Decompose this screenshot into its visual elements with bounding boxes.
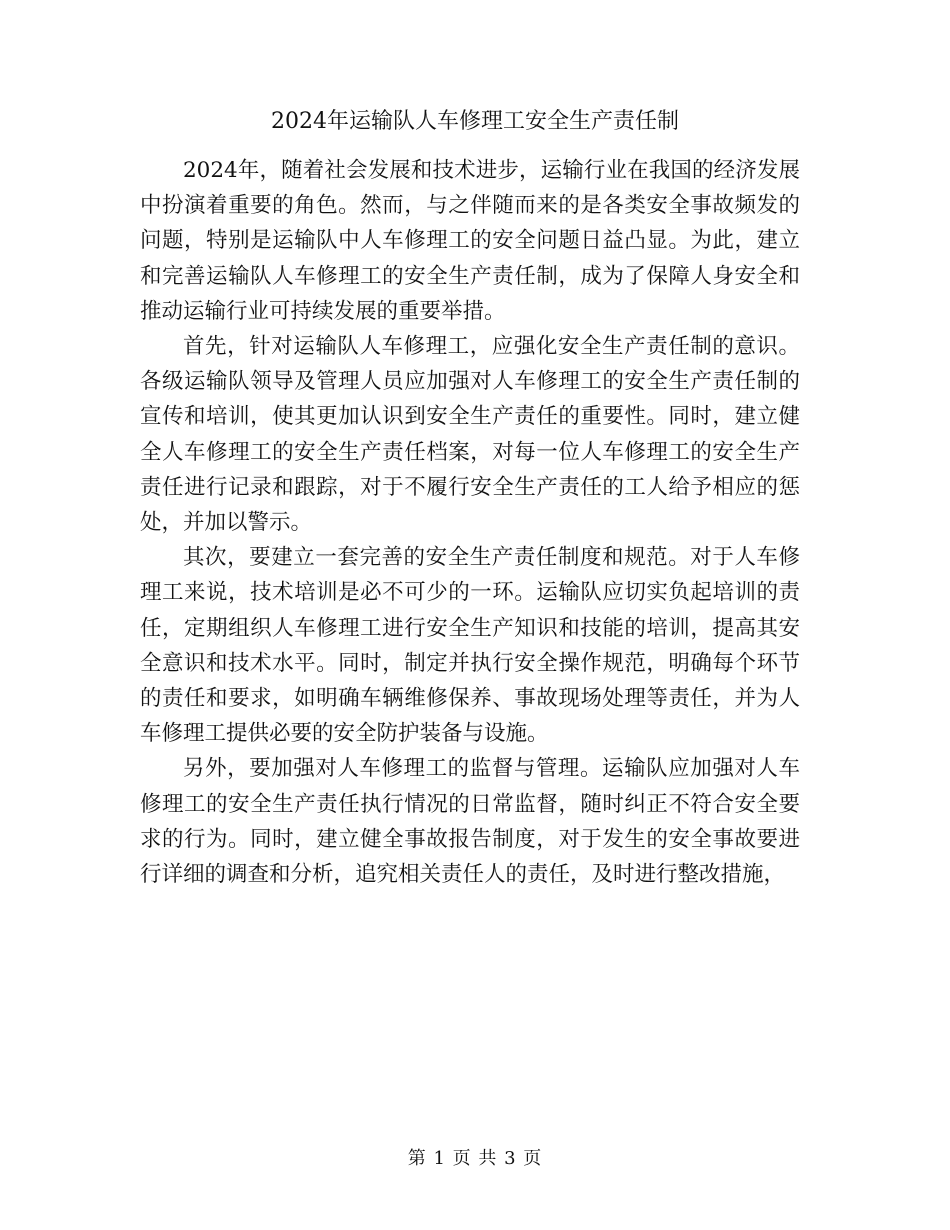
paragraph-4: 另外，要加强对人车修理工的监督与管理。运输队应加强对人车修理工的安全生产责任执行情况的日常监督，随时纠正不符合安全要求的行为。同时，建立健全事故报告制度，对于发生的安全事故要进行详细的调查和分析，追究相关责任人的责任，及时进行整改措施，: [140, 756, 800, 888]
paragraph-2: 首先，针对运输队人车修理工，应强化安全生产责任制的意识。各级运输队领导及管理人员应加强对人车修理工的安全生产责任制的宣传和培训，使其更加认识到安全生产责任的重要性。同时，建立健全人车修理工的安全生产责任档案，对每一位人车修理工的安全生产责任进行记录和跟踪，对于不履行安全生产责任的工人给予相应的惩处，并加以警示。: [140, 334, 800, 536]
document-title: 2024年运输队人车修理工安全生产责任制: [271, 109, 679, 134]
paragraph-3: 其次，要建立一套完善的安全生产责任制度和规范。对于人车修理工来说，技术培训是必不可少的一环。运输队应切实负起培训的责任，定期组织人车修理工进行安全生产知识和技能的培训，提高其安全意识和技术水平。同时，制定并执行安全操作规范，明确每个环节的责任和要求，如明确车辆维修保养、事故现场处理等责任，并为人车修理工提供必要的安全防护装备与设施。: [140, 545, 800, 747]
paragraph-1: 2024年，随着社会发展和技术进步，运输行业在我国的经济发展中扮演着重要的角色。然而，与之伴随而来的是各类安全事故频发的问题，特别是运输队中人车修理工的安全问题日益凸显。为此，建立和完善运输队人车修理工的安全生产责任制，成为了保障人身安全和推动运输行业可持续发展的重要举措。: [140, 158, 800, 324]
document-body: [140, 153, 800, 892]
page-number-footer: 第 1 页 共 3 页: [407, 1148, 543, 1169]
